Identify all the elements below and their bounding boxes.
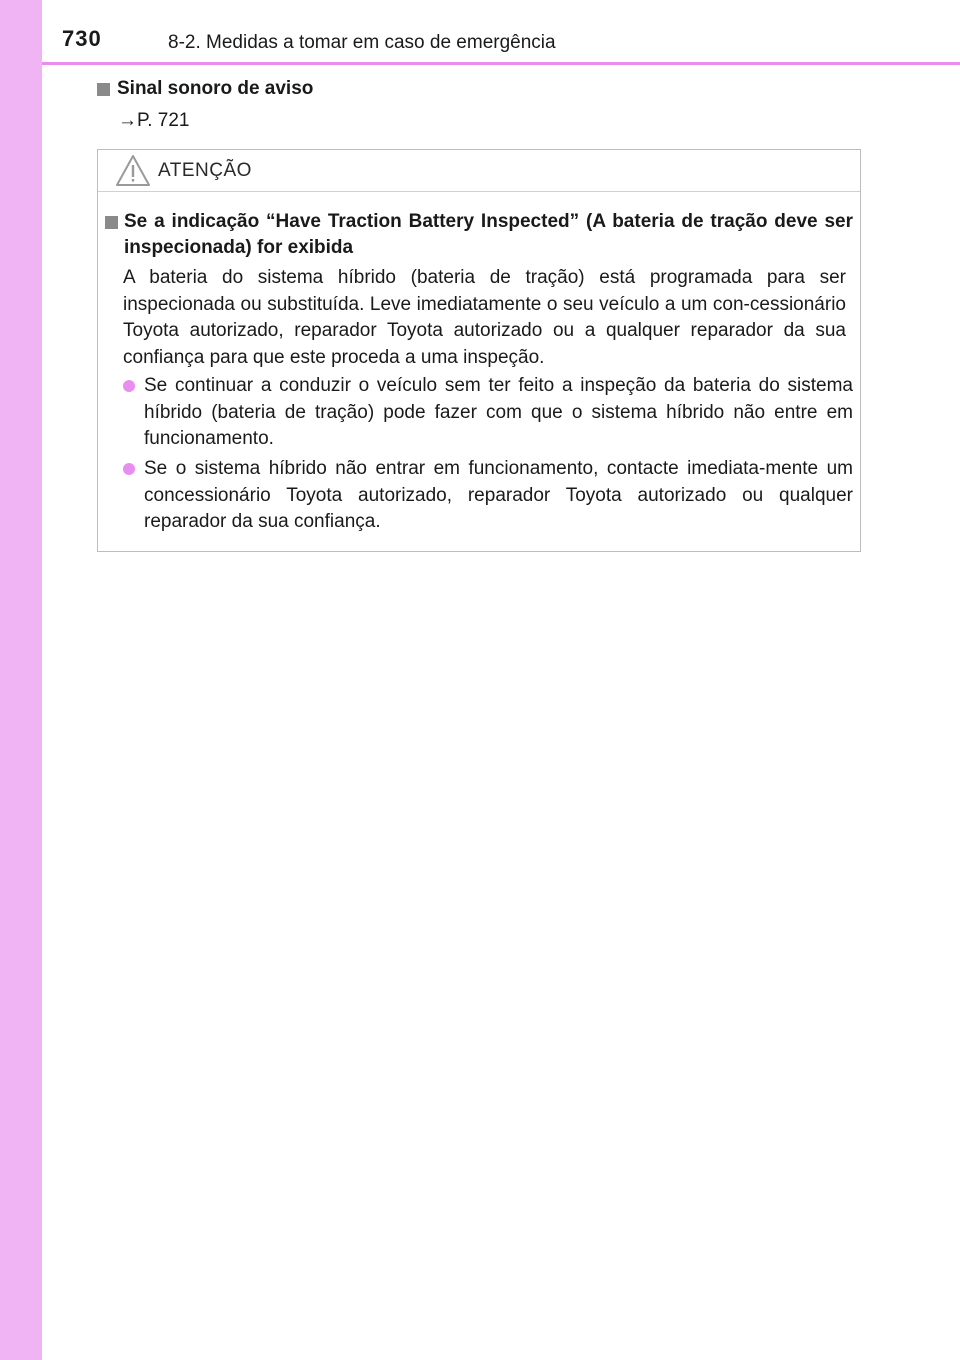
- warning-box-header: [98, 150, 860, 192]
- list-item: [123, 456, 853, 536]
- square-bullet-icon: [105, 216, 118, 229]
- header-rule: [42, 62, 960, 65]
- page-reference-link[interactable]: →P. 721: [118, 110, 190, 131]
- warning-box: [97, 149, 861, 552]
- list-item-text: Se continuar a conduzir o veículo sem ter feito a inspeção da bateria do sistema híbrido (bateria de tração) pode fazer com que o sistema híbrido não entre em funcionamento.: [144, 375, 853, 449]
- warning-title: ATENÇÃO: [158, 160, 252, 181]
- warning-subheading: [105, 209, 853, 261]
- list-item-text: Se o sistema híbrido não entrar em funcionamento, contacte imediata-mente um concessionário Toyota autorizado, reparador Toyota autorizado ou qualquer reparador da sua confiança.: [144, 458, 853, 532]
- warning-subheading-text: Se a indicação “Have Traction Battery Inspected” (A bateria de tração deve ser inspecionada) for exibida: [124, 211, 853, 258]
- square-bullet-icon: [97, 83, 110, 96]
- warning-triangle-icon: [115, 154, 151, 193]
- chapter-title: 8-2. Medidas a tomar em caso de emergência: [168, 32, 556, 53]
- list-item: [123, 373, 853, 453]
- page-number: 730: [62, 26, 102, 51]
- bullet-dot-icon: [123, 380, 135, 392]
- side-color-strip: [0, 0, 42, 1360]
- page-header: [42, 0, 960, 64]
- warning-paragraph: A bateria do sistema híbrido (bateria de tração) está programada para ser inspecionada ou substituída. Leve imediatamente o seu veículo a um con-cessionário Toyota autorizado, reparador Toyota autorizado ou a qualquer reparador da sua confiança para que este proceda a uma inspeção.: [123, 267, 846, 368]
- bullet-dot-icon: [123, 463, 135, 475]
- section-heading-text: Sinal sonoro de aviso: [117, 78, 314, 99]
- section-heading: [97, 78, 313, 100]
